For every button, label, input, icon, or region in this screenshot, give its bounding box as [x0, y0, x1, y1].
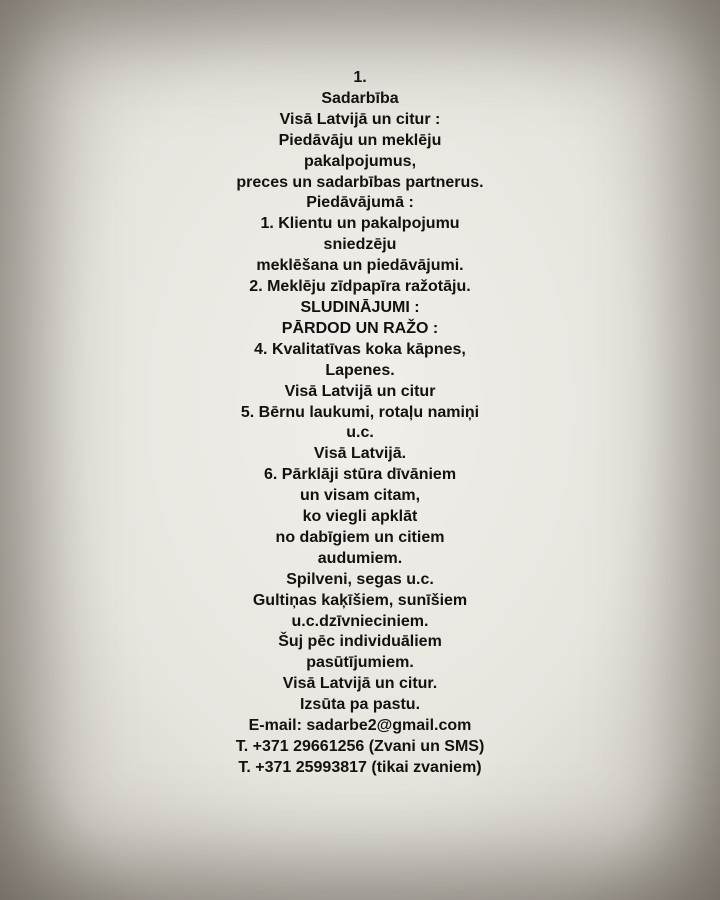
text-line: Visā Latvijā un citur. — [282, 675, 438, 693]
text-line: Visā Latvijā. — [313, 445, 407, 463]
heading-line: Sadarbība — [321, 89, 399, 107]
text-line: pakalpojumus, — [303, 152, 417, 170]
phone-line: T. +371 25993817 (tikai zvaniem) — [238, 758, 482, 776]
section-number: 1. — [353, 69, 367, 86]
text-line: SLUDINĀJUMI : — [300, 298, 420, 316]
text-line: un visam citam, — [299, 487, 421, 505]
text-line: Piedāvāju un meklēju — [278, 131, 442, 149]
text-line: u.c.dzīvnieciniem. — [291, 612, 429, 630]
text-line: Visā Latvijā un citur — [284, 382, 436, 400]
text-line: Šuj pēc individuāliem — [278, 633, 442, 651]
text-line: Lapenes. — [325, 361, 395, 379]
text-line: 4. Kvalitatīvas koka kāpnes, — [254, 340, 466, 358]
phone-line: T. +371 29661256 (Zvani un SMS) — [235, 738, 485, 755]
text-line: pasūtījumiem. — [306, 654, 414, 672]
text-line: Piedāvājumā : — [306, 194, 414, 212]
text-line: preces un sadarbības partnerus. — [236, 173, 484, 191]
text-line: 6. Pārklāji stūra dīvāniem — [263, 466, 457, 484]
text-line: u.c. — [346, 424, 374, 442]
text-line: ko viegli apklāt — [302, 508, 418, 526]
announcement-text — [0, 68, 720, 779]
text-line: Visā Latvijā un citur : — [279, 110, 441, 128]
text-line: Spilveni, segas u.c. — [286, 570, 434, 588]
text-line: 1. Klientu un pakalpojumu — [260, 215, 460, 233]
text-line: no dabīgiem un citiem — [275, 528, 445, 546]
text-line: meklēšana un piedāvājumi. — [256, 257, 464, 275]
email-line: E-mail: sadarbe2@gmail.com — [248, 717, 472, 735]
text-line: audumiem. — [317, 549, 403, 567]
text-line: 5. Bērnu laukumi, rotaļu namiņi — [240, 403, 480, 421]
text-line: 2. Meklēju zīdpapīra ražotāju. — [249, 278, 471, 296]
text-line: Izsūta pa pastu. — [299, 696, 421, 714]
text-line: PĀRDOD UN RAŽO : — [281, 319, 439, 337]
text-line: sniedzēju — [323, 236, 397, 254]
text-line: Gultiņas kaķīšiem, sunīšiem — [252, 591, 468, 609]
